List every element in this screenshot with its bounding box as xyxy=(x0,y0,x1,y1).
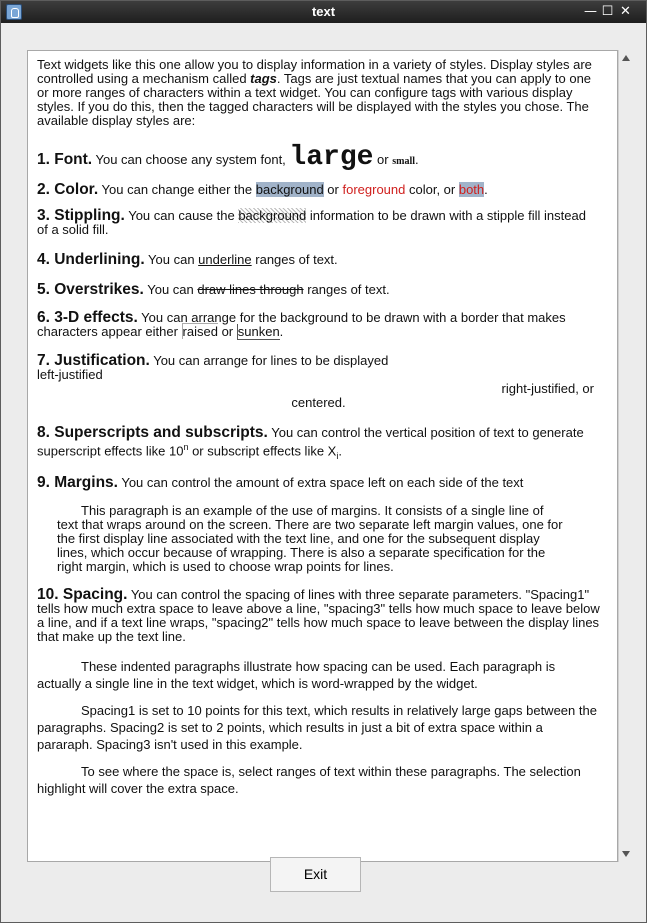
text-widget[interactable] xyxy=(27,50,618,862)
vertical-scrollbar[interactable] xyxy=(618,50,634,862)
underline-sample: underline xyxy=(198,252,252,267)
item-color: 2. Color. You can change either the background or foreground color, or both. xyxy=(37,181,488,198)
tags-word: tags xyxy=(250,71,277,86)
stipple-sample: background xyxy=(238,208,307,223)
close-icon[interactable]: ✕ xyxy=(620,4,631,19)
spacing-paragraph-2: Spacing1 is set to 10 points for this text, which results in relatively large gaps between the paragraphs. Spacing2 is set to 2 points, which results in just a bit of extra space within a pararaph. Spacing3 isn't used in this example. xyxy=(37,702,597,752)
left-justified-line: left-justified xyxy=(37,367,103,382)
large-font-sample: large xyxy=(289,142,374,173)
subscript-sample: i xyxy=(336,450,339,461)
item-margins: 9. Margins. You can control the amount of extra space left on each side of the text xyxy=(37,473,524,491)
sunken-sample: sunken xyxy=(237,324,280,339)
intro-paragraph: Text widgets like this one allow you to display information in a variety of styles. Display styles are controlled using a mechanism called tags. Tags are just textual names that you can apply to one or more ranges of characters within a text widget. You can configure tags with various display styles. If you do this, then the tagged characters will be displayed with the styles you chose. The available display styles are: xyxy=(37,57,592,128)
both-sample: both xyxy=(458,182,485,197)
item-underlining: 4. Underlining. You can underline ranges of text. xyxy=(37,251,338,268)
text-content xyxy=(37,54,600,797)
overstrike-sample: draw lines through xyxy=(197,282,304,297)
margins-paragraph: This paragraph is an example of the use of margins. It consists of a single line of text that wraps around on the screen. There are two separate left margin values, one for the first display line associated with the text line, and one for the subsequent display lines, which occur because of wrapping. There is also a separate specification for the right margin, which is used to choose wrap points for lines. xyxy=(57,502,563,574)
window-content xyxy=(12,23,637,922)
small-font-sample: small xyxy=(392,156,415,167)
item-3d-effects: 6. 3-D effects. You can arrange for the background to be drawn with a border that makes characters appear either raised or sunken. xyxy=(37,309,566,339)
item-overstrikes: 5. Overstrikes. You can draw lines through ranges of text. xyxy=(37,281,390,298)
maximize-icon[interactable]: ☐ xyxy=(601,4,614,19)
item-stippling: 3. Stippling. You can cause the background information to be drawn with a stipple fill instead of a solid fill. xyxy=(37,207,586,237)
item-font: 1. Font. You can choose any system font, large or small. xyxy=(37,142,419,173)
scroll-up-icon[interactable] xyxy=(622,55,630,61)
item-justification: 7. Justification. You can arrange for lines to be displayed xyxy=(37,352,389,369)
raised-sample: raised xyxy=(182,324,218,339)
right-justified-line: right-justified, or xyxy=(501,381,594,396)
spacing-paragraph-1: These indented paragraphs illustrate how spacing can be used. Each paragraph is actually a single line in the text widget, which is word-wrapped by the widget. xyxy=(37,658,556,691)
centered-line: centered. xyxy=(291,395,346,410)
exit-button[interactable]: Exit xyxy=(270,857,361,892)
foreground-sample: foreground xyxy=(342,182,406,197)
title-bar[interactable] xyxy=(1,1,646,23)
scroll-down-icon[interactable] xyxy=(622,851,630,857)
minimize-icon[interactable]: — xyxy=(584,4,597,19)
window-title: text xyxy=(311,4,336,19)
superscript-sample: n xyxy=(183,442,189,452)
item-superscripts: 8. Superscripts and subscripts. You can control the vertical position of text to generate superscript effects like 10$^n$ or subscript effects like $X_i$. xyxy=(37,424,584,461)
item-spacing: 10. Spacing. You can control the spacing of lines with three separate parameters. "Spacing1" tells how much extra space to leave above a line, "spacing3" tells how much space to leave below a line, and if a text line wraps, "spacing2" tells how much space to leave between the display lines that make up the text line. xyxy=(37,585,600,644)
background-sample: background xyxy=(255,182,324,197)
spacing-paragraph-3: To see where the space is, select ranges of text within these paragraphs. The selection highlight will cover the extra space. xyxy=(37,763,581,796)
